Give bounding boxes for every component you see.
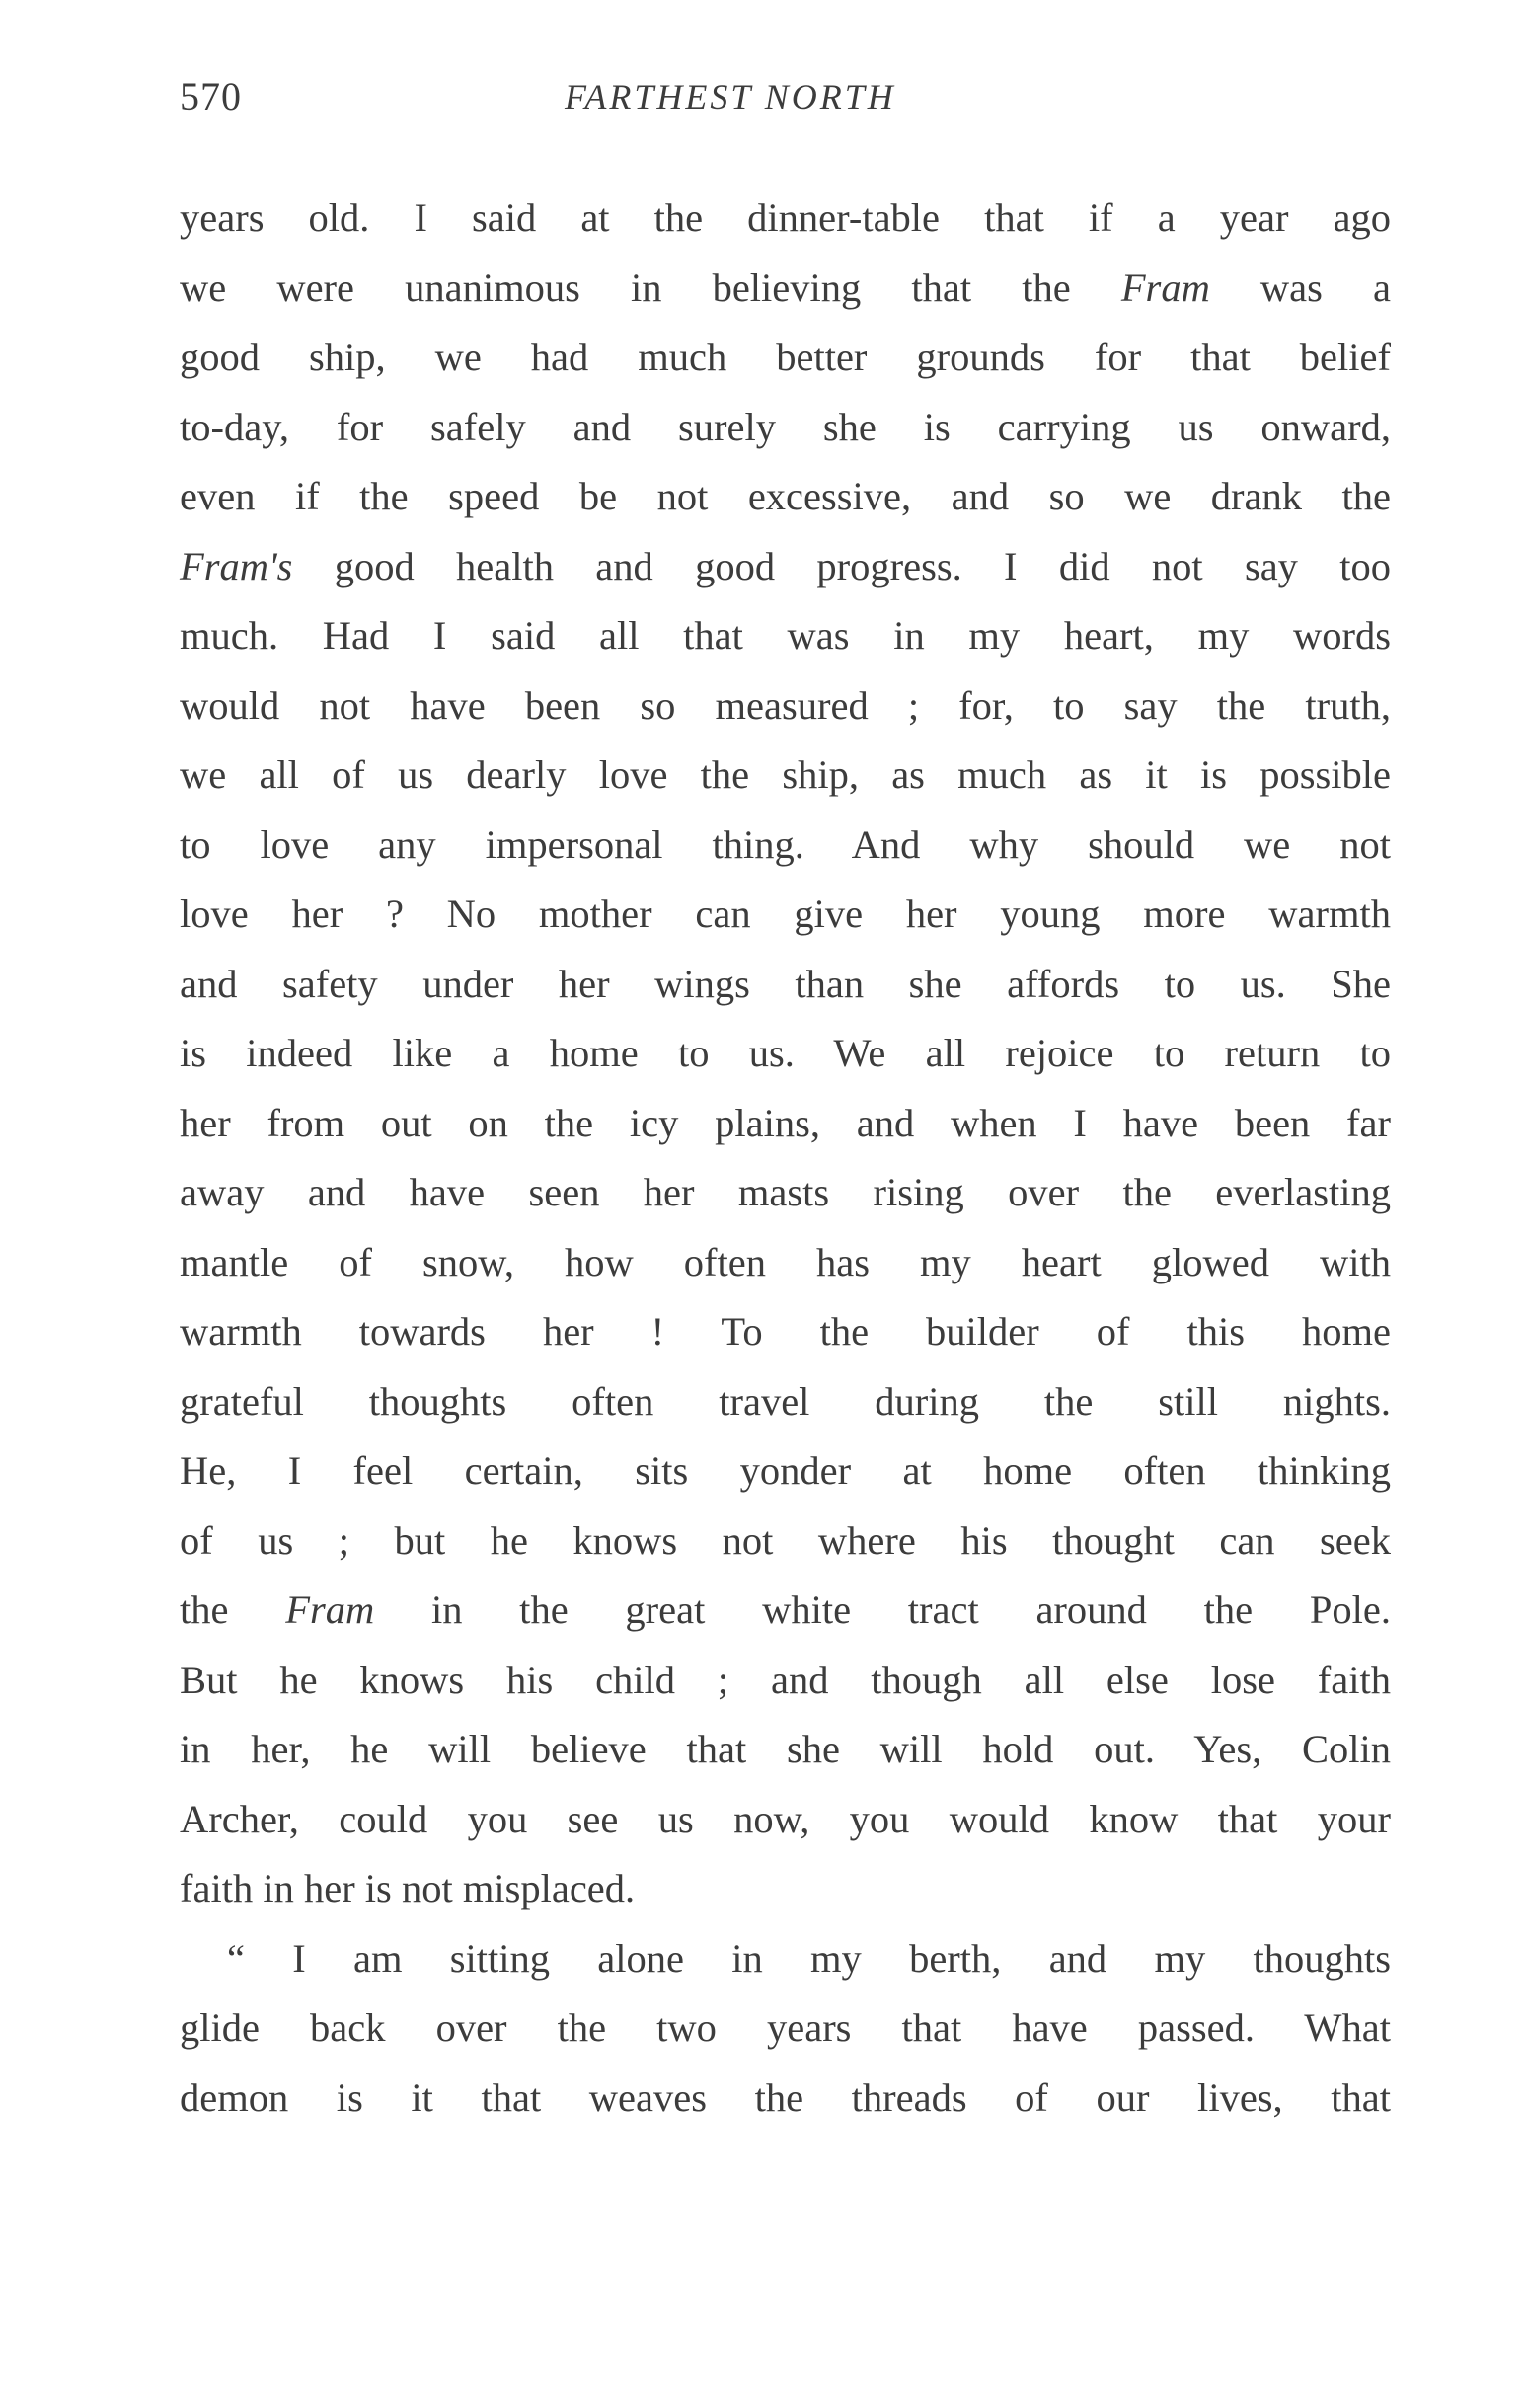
text-segment: mantle of snow, how often has my heart glowed with xyxy=(180,1239,1391,1284)
text-segment: away and have seen her masts rising over the everlasting xyxy=(180,1170,1391,1214)
text-line xyxy=(180,671,1391,741)
text-line xyxy=(180,532,1391,602)
text-segment: was a xyxy=(1209,265,1391,310)
page-number: 570 xyxy=(180,74,242,118)
text-segment: But he knows his child ; and though all else lose faith xyxy=(180,1657,1391,1702)
text-line xyxy=(180,601,1391,671)
text-segment: much. Had I said all that was in my heart, my words xyxy=(180,613,1391,658)
text-segment: and safety under her wings than she affords to us. She xyxy=(180,961,1391,1006)
text-segment: demon is it that weaves the threads of our lives, that xyxy=(180,2074,1391,2120)
text-segment: to love any impersonal thing. And why should we not xyxy=(180,821,1391,867)
text-line xyxy=(180,740,1391,811)
text-segment: warmth towards her ! To the builder of this home xyxy=(180,1309,1391,1354)
text-segment: good health and good progress. I did not say too xyxy=(292,543,1391,588)
text-line xyxy=(180,1715,1391,1785)
text-segment: to-day, for safely and surely she is carrying us onward, xyxy=(180,404,1391,449)
text-line xyxy=(180,254,1391,324)
text-segment: Archer, could you see us now, you would know that your xyxy=(180,1796,1391,1841)
text-segment: years old. I said at the dinner-table that if a year ago xyxy=(180,195,1391,240)
text-segment: even if the speed be not excessive, and so we drank the xyxy=(180,474,1391,518)
text-segment: we were unanimous in believing that the xyxy=(180,265,1121,310)
text-line xyxy=(180,1924,1391,1994)
text-line xyxy=(180,2063,1391,2134)
text-segment: grateful thoughts often travel during the still nights. xyxy=(180,1378,1391,1424)
italic-text: Fram's xyxy=(180,543,293,588)
text-line xyxy=(180,1785,1391,1855)
text-segment: good ship, we had much better grounds for that belief xyxy=(180,335,1391,379)
text-line xyxy=(180,1297,1391,1367)
text-segment: “ I am sitting alone in my berth, and my thoughts xyxy=(227,1935,1391,1981)
text-line xyxy=(180,1576,1391,1646)
text-segment: faith in her is not misplaced. xyxy=(180,1866,636,1910)
text-line xyxy=(180,462,1391,532)
text-line xyxy=(180,1507,1391,1577)
text-segment: He, I feel certain, sits yonder at home often thinking xyxy=(180,1448,1391,1493)
text-line xyxy=(180,880,1391,950)
text-segment: in the great white tract around the Pole. xyxy=(374,1588,1391,1632)
text-line xyxy=(180,1437,1391,1507)
text-line xyxy=(180,184,1391,254)
text-segment: in her, he will believe that she will hold out. Yes, Colin xyxy=(180,1727,1391,1771)
text-segment: glide back over the two years that have passed. What xyxy=(180,2005,1391,2050)
body-text xyxy=(180,184,1391,2133)
text-line xyxy=(180,1854,1391,1924)
text-segment: the xyxy=(180,1588,286,1632)
text-segment: of us ; but he knows not where his thought can seek xyxy=(180,1517,1391,1563)
italic-text: Fram xyxy=(1120,265,1210,310)
text-line xyxy=(180,1646,1391,1716)
text-line xyxy=(180,1993,1391,2063)
text-line xyxy=(180,811,1391,881)
text-line xyxy=(180,1367,1391,1437)
text-line xyxy=(180,950,1391,1020)
text-line xyxy=(180,323,1391,393)
text-line xyxy=(180,1019,1391,1089)
running-title: FARTHEST NORTH xyxy=(565,77,896,117)
text-segment: love her ? No mother can give her young more warmth xyxy=(180,892,1391,936)
text-segment: we all of us dearly love the ship, as much as it is possible xyxy=(180,752,1391,797)
text-line xyxy=(180,393,1391,463)
text-line xyxy=(180,1158,1391,1228)
text-line xyxy=(180,1228,1391,1298)
text-segment: her from out on the icy plains, and when I have been far xyxy=(180,1100,1391,1145)
text-line xyxy=(180,1089,1391,1159)
text-segment: is indeed like a home to us. We all rejoice to return to xyxy=(180,1031,1391,1075)
italic-text: Fram xyxy=(285,1588,375,1632)
text-segment: would not have been so measured ; for, to say the truth, xyxy=(180,682,1391,728)
